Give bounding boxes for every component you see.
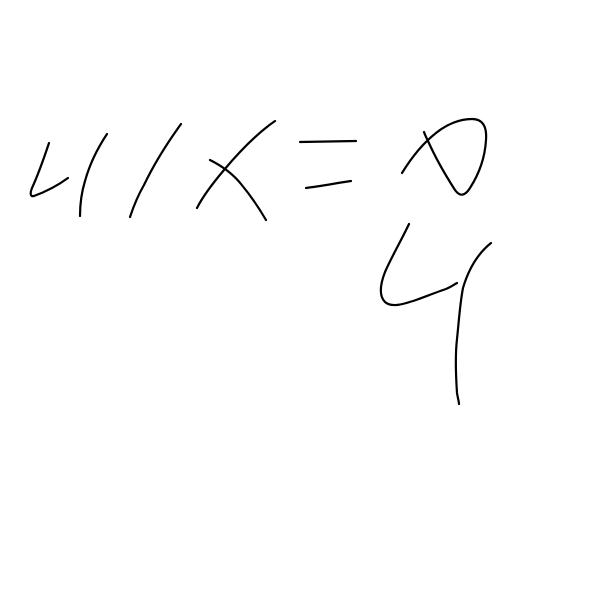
glyph-equals-bottom-stroke [306,181,351,188]
glyph-4-right-stroke [80,134,107,216]
glyph-4b-left-stroke [381,224,457,305]
glyph-x-stroke-2 [210,160,266,220]
glyph-4b-right-stroke [456,243,491,404]
glyph-x-stroke-1 [197,121,275,208]
glyph-4-left-stroke [31,143,68,196]
glyph-equals-top-stroke [300,141,356,142]
glyph-slash-stroke [130,124,181,217]
glyph-a-stroke [402,119,486,195]
